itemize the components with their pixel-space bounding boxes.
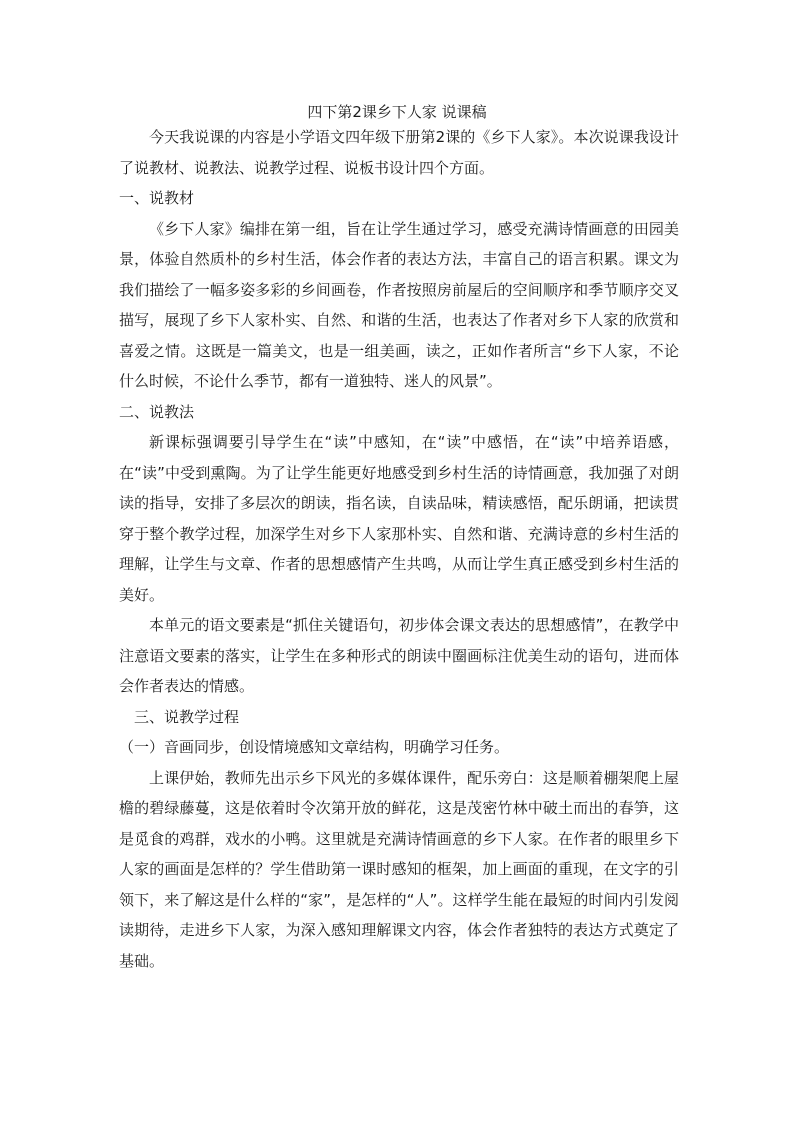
textbook-paragraph: 《乡下人家》编排在第一组，旨在让学生通过学习，感受充满诗情画意的田园美景，体验自然质朴的乡村生活，体会作者的表达方法，丰富自己的语言积累。课文为我们描绘了一幅多姿多彩的乡间画卷，作者按照房前屋后的空间顺序和季节顺序交叉描写，展现了乡下人家朴实、自然、和谐的生活，也表达了作者对乡下人家的欣赏和喜爱之情。这既是一篇美文，也是一组美画，读之，正如作者所言“乡下人家，不论什么时候，不论什么季节，都有一道独特、迷人的风景”。 — [119, 219, 679, 390]
section-heading-method: 二、说教法 — [119, 402, 195, 421]
process-paragraph-1: 上课伊始，教师先出示乡下风光的多媒体课件，配乐旁白：这是顺着棚架爬上屋檐的碧绿藤蔓，这是依着时令次第开放的鲜花，这是茂密竹林中破土而出的春笋，这是觅食的鸡群，戏水的小鸭。这里就是充满诗情画意的乡下人家。在作者的眼里乡下人家的画面是怎样的？学生借助第一课时感知的框架，加上画面的重现，在文字的引领下，来了解这是什么样的“家”，是怎样的“人”。这样学生能在最短的时间内引发阅读期待，走进乡下人家，为深入感知理解课文内容，体会作者独特的表达方式奠定了基础。 — [119, 768, 679, 970]
document-title: 四下第2课乡下人家 说课稿 — [307, 103, 487, 121]
section-heading-process: 三、说教学过程 — [134, 707, 240, 726]
document-body — [119, 122, 679, 976]
method-paragraph-1: 新课标强调要引导学生在“读”中感知，在“读”中感悟，在“读”中培养语感，在“读”中受到熏陶。为了让学生能更好地感受到乡村生活的诗情画意，我加强了对朗读的指导，安排了多层次的朗读，指名读，自读品味，精读感悟，配乐朗诵，把读贯穿于整个教学过程，加深学生对乡下人家那朴实、自然和谐、充满诗意的乡村生活的理解，让学生与文章、作者的思想感情产生共鸣，从而让学生真正感受到乡村生活的美好。 — [119, 433, 679, 604]
process-subheading-1: （一）音画同步，创设情境感知文章结构，明确学习任务。 — [119, 738, 510, 756]
method-paragraph-2: 本单元的语文要素是“抓住关键语句，初步体会课文表达的思想感情”，在教学中注意语文要素的落实，让学生在多种形式的朗读中圈画标注优美生动的语句，进而体会作者表达的情感。 — [119, 616, 679, 695]
section-heading-textbook: 一、说教材 — [119, 189, 195, 207]
intro-paragraph: 今天我说课的内容是小学语文四年级下册第2课的《乡下人家》。本次说课我设计了说教材、说教法、说教学过程、说板书设计四个方面。 — [119, 128, 679, 177]
